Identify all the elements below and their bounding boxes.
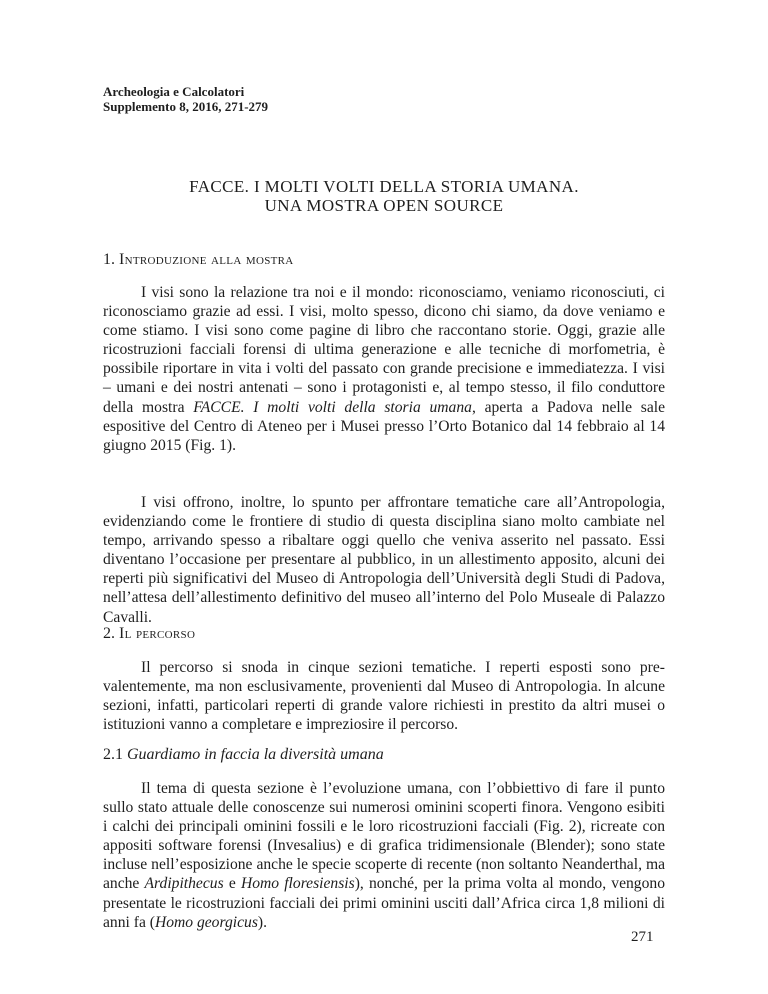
section-2-1-number: 2.1	[103, 746, 123, 763]
section-1-paragraph-2: I visi offrono, inoltre, lo spunto per affrontare tematiche care all’Antropologia, evidenziando come le frontiere di studio di questa disciplina siano molto cambiate nel tempo, arrivando spesso a ribaltare oggi quello che veniva asserito nel passato. Essi diventano l’occasione per presentare al pubblico, in un allestimento apposito, alcuni dei reperti più significativi del Museo di Antropologia dell’Università degli Studi di Padova, nell’attesa dell’allestimento definitivo del museo all’interno del Polo Museale di Palazzo Cavalli.	[103, 494, 665, 626]
journal-name: Archeologia e Calcolatori	[103, 84, 245, 99]
section-1-number: 1.	[103, 251, 115, 268]
section-2-paragraph-1: Il percorso si snoda in cinque sezioni tematiche. I reperti esposti sono prevalentemente, ma non esclusivamente, provenienti dal Museo di Antropologia. In alcune sezioni, infatti, particolari reperti di grande valore richiesti in prestito da altri musei o istituzioni vanno a completare e impreziosire il percorso.	[103, 659, 665, 734]
title-line-1: FACCE. I MOLTI VOLTI DELLA STORIA UMANA.	[189, 177, 579, 196]
section-2-heading	[103, 624, 195, 644]
journal-header	[103, 84, 268, 114]
text-run: Il tema di questa sezione è l’evoluzione umana, con l’obbiettivo di fare il punto sullo stato attuale delle conoscenze sui numerosi ominini scoperti finora. Vengono esibiti i calchi dei principali ominini fossili e le loro ricostruzioni facciali (Fig. 2), ricreate con appositi software forensi (Invesalius) e di grafica tridimensionale (Blender); sono state incluse nell’esposizione anche le specie scoperte di recente (non soltanto Neanderthal, ma anche	[103, 780, 665, 893]
title-line-2: UNA MOSTRA OPEN SOURCE	[264, 196, 504, 215]
section-2-number: 2.	[103, 625, 115, 642]
paper-title	[103, 177, 665, 215]
text-run: ), nonché, per la prima volta al mondo, vengono presentate le ricostruzioni facciali dei primi ominini usciti dall’Africa circa 1,8 milioni di anni fa (	[103, 875, 665, 931]
text-run: ).	[257, 913, 267, 931]
section-2-title: Il percorso	[119, 625, 196, 642]
text-run: I visi sono la relazione tra noi e il mondo: riconosciamo, veniamo riconosciuti, ci riconosciamo grazie ad essi. I visi, molto spesso, dicono chi siamo, da dove veniamo e come stiamo. I visi sono come pagine di libro che raccontano storie. Oggi, grazie alle ricostruzioni facciali forensi di ultima generazione e alle tecniche di morfometria, è possibile riportare in vita i volti del passato con grande precisione e immediatezza. I visi – umani e dei nostri antenati – sono i protagonisti e, al tempo stesso, il filo conduttore della mostra	[103, 284, 665, 416]
species-name: Ardipithecus	[144, 875, 224, 893]
species-name: Homo floresiensis	[240, 875, 355, 893]
species-name: Homo georgicus	[154, 913, 258, 931]
text-run: , aperta a Padova nelle sale espositive del Centro di Ateneo per i Musei presso l’Orto Botanico dal 14 febbraio al 14 giugno 2015 (Fig. 1).	[103, 398, 665, 454]
section-1-paragraph-1	[103, 283, 665, 455]
page-number: 271	[631, 929, 654, 945]
section-2-1-title: Guardiamo in faccia la diversità umana	[127, 746, 384, 763]
section-1-title: Introduzione alla mostra	[119, 251, 294, 268]
section-1-heading	[103, 250, 294, 270]
section-2-1-paragraph-1	[103, 779, 665, 932]
exhibition-title: FACCE. I molti volti della storia umana	[193, 398, 472, 416]
journal-issue: Supplemento 8, 2016, 271-279	[103, 99, 269, 114]
text-run: e	[223, 875, 241, 893]
section-2-1-heading	[103, 745, 384, 765]
